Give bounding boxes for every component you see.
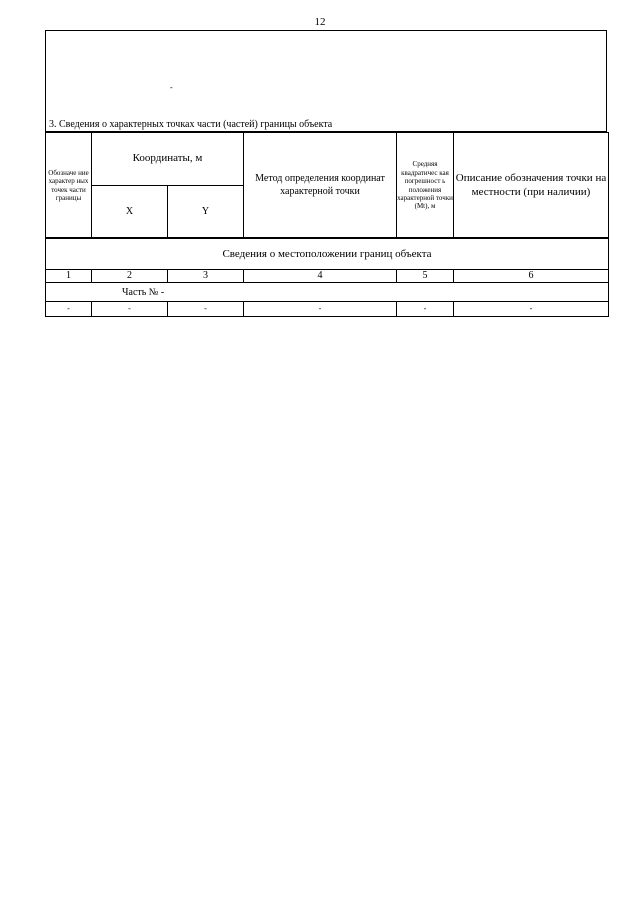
placeholder-dash: - — [170, 83, 173, 92]
column-number: 3 — [168, 270, 244, 283]
header-table — [45, 132, 609, 239]
top-box — [45, 30, 607, 132]
part-label: Часть № - — [122, 286, 165, 298]
column-number: 4 — [244, 270, 397, 283]
header-method: Метод определения координат характерной точки — [244, 133, 397, 239]
header-y: Y — [168, 186, 244, 239]
column-number: 6 — [454, 270, 609, 283]
table-cell: - — [168, 302, 244, 317]
table-cell: - — [46, 302, 92, 317]
body-table — [45, 237, 609, 317]
table-cell: - — [397, 302, 454, 317]
table-title: Сведения о местоположении границ объекта — [46, 238, 609, 270]
section-title: 3. Сведения о характерных точках части (частей) границы объекта — [49, 119, 333, 130]
table-cell: - — [244, 302, 397, 317]
part-row — [46, 283, 609, 302]
header-error: Средняя квадратичес кая погрешност ь положения характерной точки (Mt), м — [397, 133, 454, 239]
header-description: Описание обозначения точки на местности (при наличии) — [454, 133, 609, 239]
header-x: X — [92, 186, 168, 239]
column-number: 1 — [46, 270, 92, 283]
page-number: 12 — [314, 16, 326, 28]
column-number: 2 — [92, 270, 168, 283]
header-coordinates: Координаты, м — [92, 133, 244, 186]
header-point-label: Обозначе ние характер ных точек части границы — [46, 133, 92, 239]
table-cell: - — [454, 302, 609, 317]
table-cell: - — [92, 302, 168, 317]
column-number: 5 — [397, 270, 454, 283]
